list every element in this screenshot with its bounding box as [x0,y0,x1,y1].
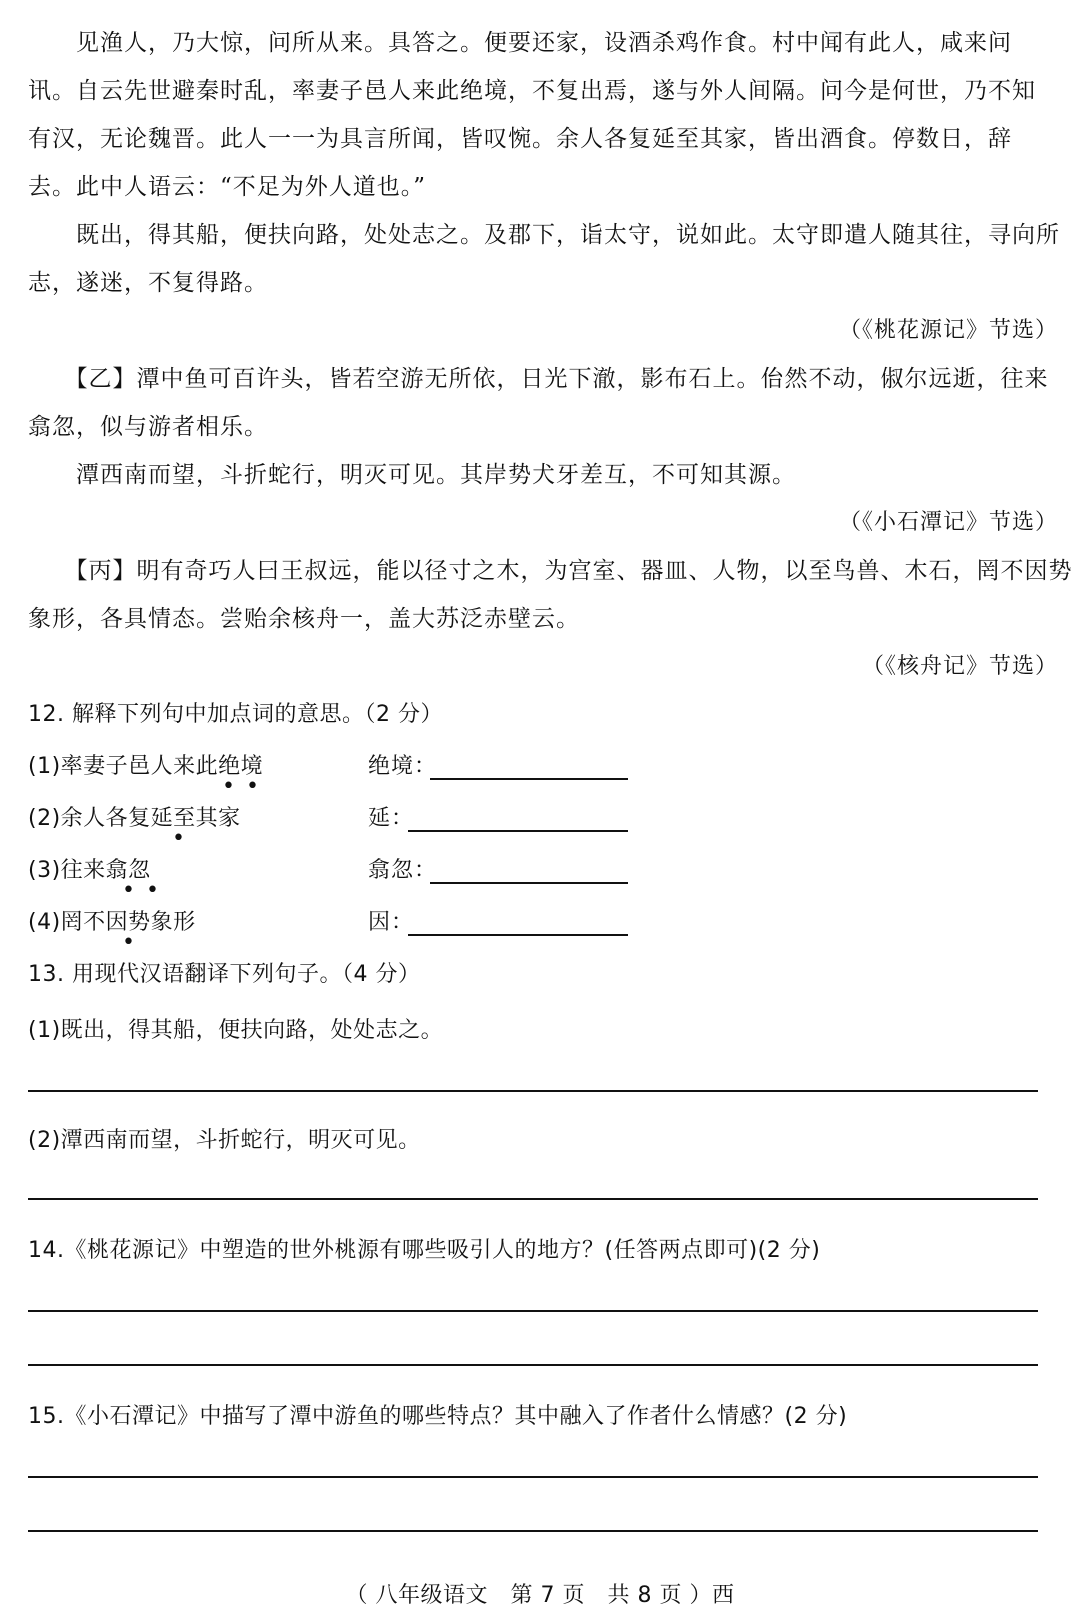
passage-jia-line: 有汉，无论魏晋。此人一一为具言所闻，皆叹惋。余人各复延至其家，皆出酒食。停数日，辞 [28,126,1012,152]
answer-line[interactable] [28,1476,1038,1478]
q13-item: (1)既出，得其船，便扶向路，处处志之。 [28,1018,444,1043]
emphasis-dot: • [172,826,185,851]
q12-item-label: 翕忽： [368,858,438,883]
passage-jia-line: 去。此中人语云：“不足为外人道也。” [28,174,427,200]
question-13-title: 13. 用现代汉语翻译下列句子。（4 分） [28,962,421,987]
answer-line[interactable] [28,1364,1038,1366]
answer-blank[interactable] [430,882,628,884]
emphasis-dot: • [246,774,259,799]
emphasis-dot: • [146,878,159,903]
q12-item-sentence: (2)余人各复延至其家 [28,806,241,831]
passage-bing-source: （《核舟记》节选） [861,654,1058,679]
passage-yi-line: 【乙】潭中鱼可百许头，皆若空游无所依，日光下澈，影布石上。佁然不动，俶尔远逝，往来 [28,366,1049,392]
answer-line[interactable] [28,1090,1038,1092]
q12-item-sentence: (1)率妻子邑人来此绝境 [28,754,264,779]
passage-jia-line: 见渔人，乃大惊，问所从来。具答之。便要还家，设酒杀鸡作食。村中闻有此人，咸来问 [28,30,1012,56]
answer-line[interactable] [28,1198,1038,1200]
q12-item-label: 绝境： [368,754,438,779]
answer-line[interactable] [28,1530,1038,1532]
passage-jia-source: （《桃花源记》节选） [838,318,1058,343]
passage-yi-line: 潭西南而望，斗折蛇行，明灭可见。其岸势犬牙差互，不可知其源。 [28,462,796,488]
q12-item-label: 因： [368,910,415,935]
emphasis-dot: • [122,878,135,903]
passage-jia-line: 既出，得其船，便扶向路，处处志之。及郡下，诣太守，说如此。太守即遣人随其往，寻向所 [28,222,1060,248]
question-14-title: 14.《桃花源记》中塑造的世外桃源有哪些吸引人的地方？(任答两点即可)(2 分) [28,1238,821,1263]
answer-blank[interactable] [430,778,628,780]
passage-bing-line: 【丙】明有奇巧人曰王叔远，能以径寸之木，为宫室、器皿、人物，以至鸟兽、木石，罔不因势 [28,558,1073,584]
passage-jia-line: 讯。自云先世避秦时乱，率妻子邑人来此绝境，不复出焉，遂与外人间隔。问今是何世，乃不知 [28,78,1036,104]
q12-item-sentence: (3)往来翕忽 [28,858,151,883]
emphasis-dot: • [122,930,135,955]
passage-jia-line: 志，遂迷，不复得路。 [28,270,268,296]
question-15-title: 15.《小石潭记》中描写了潭中游鱼的哪些特点？其中融入了作者什么情感？(2 分) [28,1404,848,1429]
passage-yi-line: 翕忽，似与游者相乐。 [28,414,268,440]
passage-yi-source: （《小石潭记》节选） [838,510,1058,535]
answer-blank[interactable] [408,830,628,832]
answer-blank[interactable] [408,934,628,936]
page-footer: （ 八年级语文 第 7 页 共 8 页 ）西 [345,1583,735,1608]
q12-item-sentence: (4)罔不因势象形 [28,910,196,935]
emphasis-dot: • [222,774,235,799]
q13-item: (2)潭西南而望，斗折蛇行，明灭可见。 [28,1128,421,1153]
question-12-title: 12. 解释下列句中加点词的意思。（2 分） [28,702,443,727]
passage-bing-line: 象形，各具情态。尝贻余核舟一，盖大苏泛赤壁云。 [28,606,580,632]
answer-line[interactable] [28,1310,1038,1312]
q12-item-label: 延： [368,806,415,831]
